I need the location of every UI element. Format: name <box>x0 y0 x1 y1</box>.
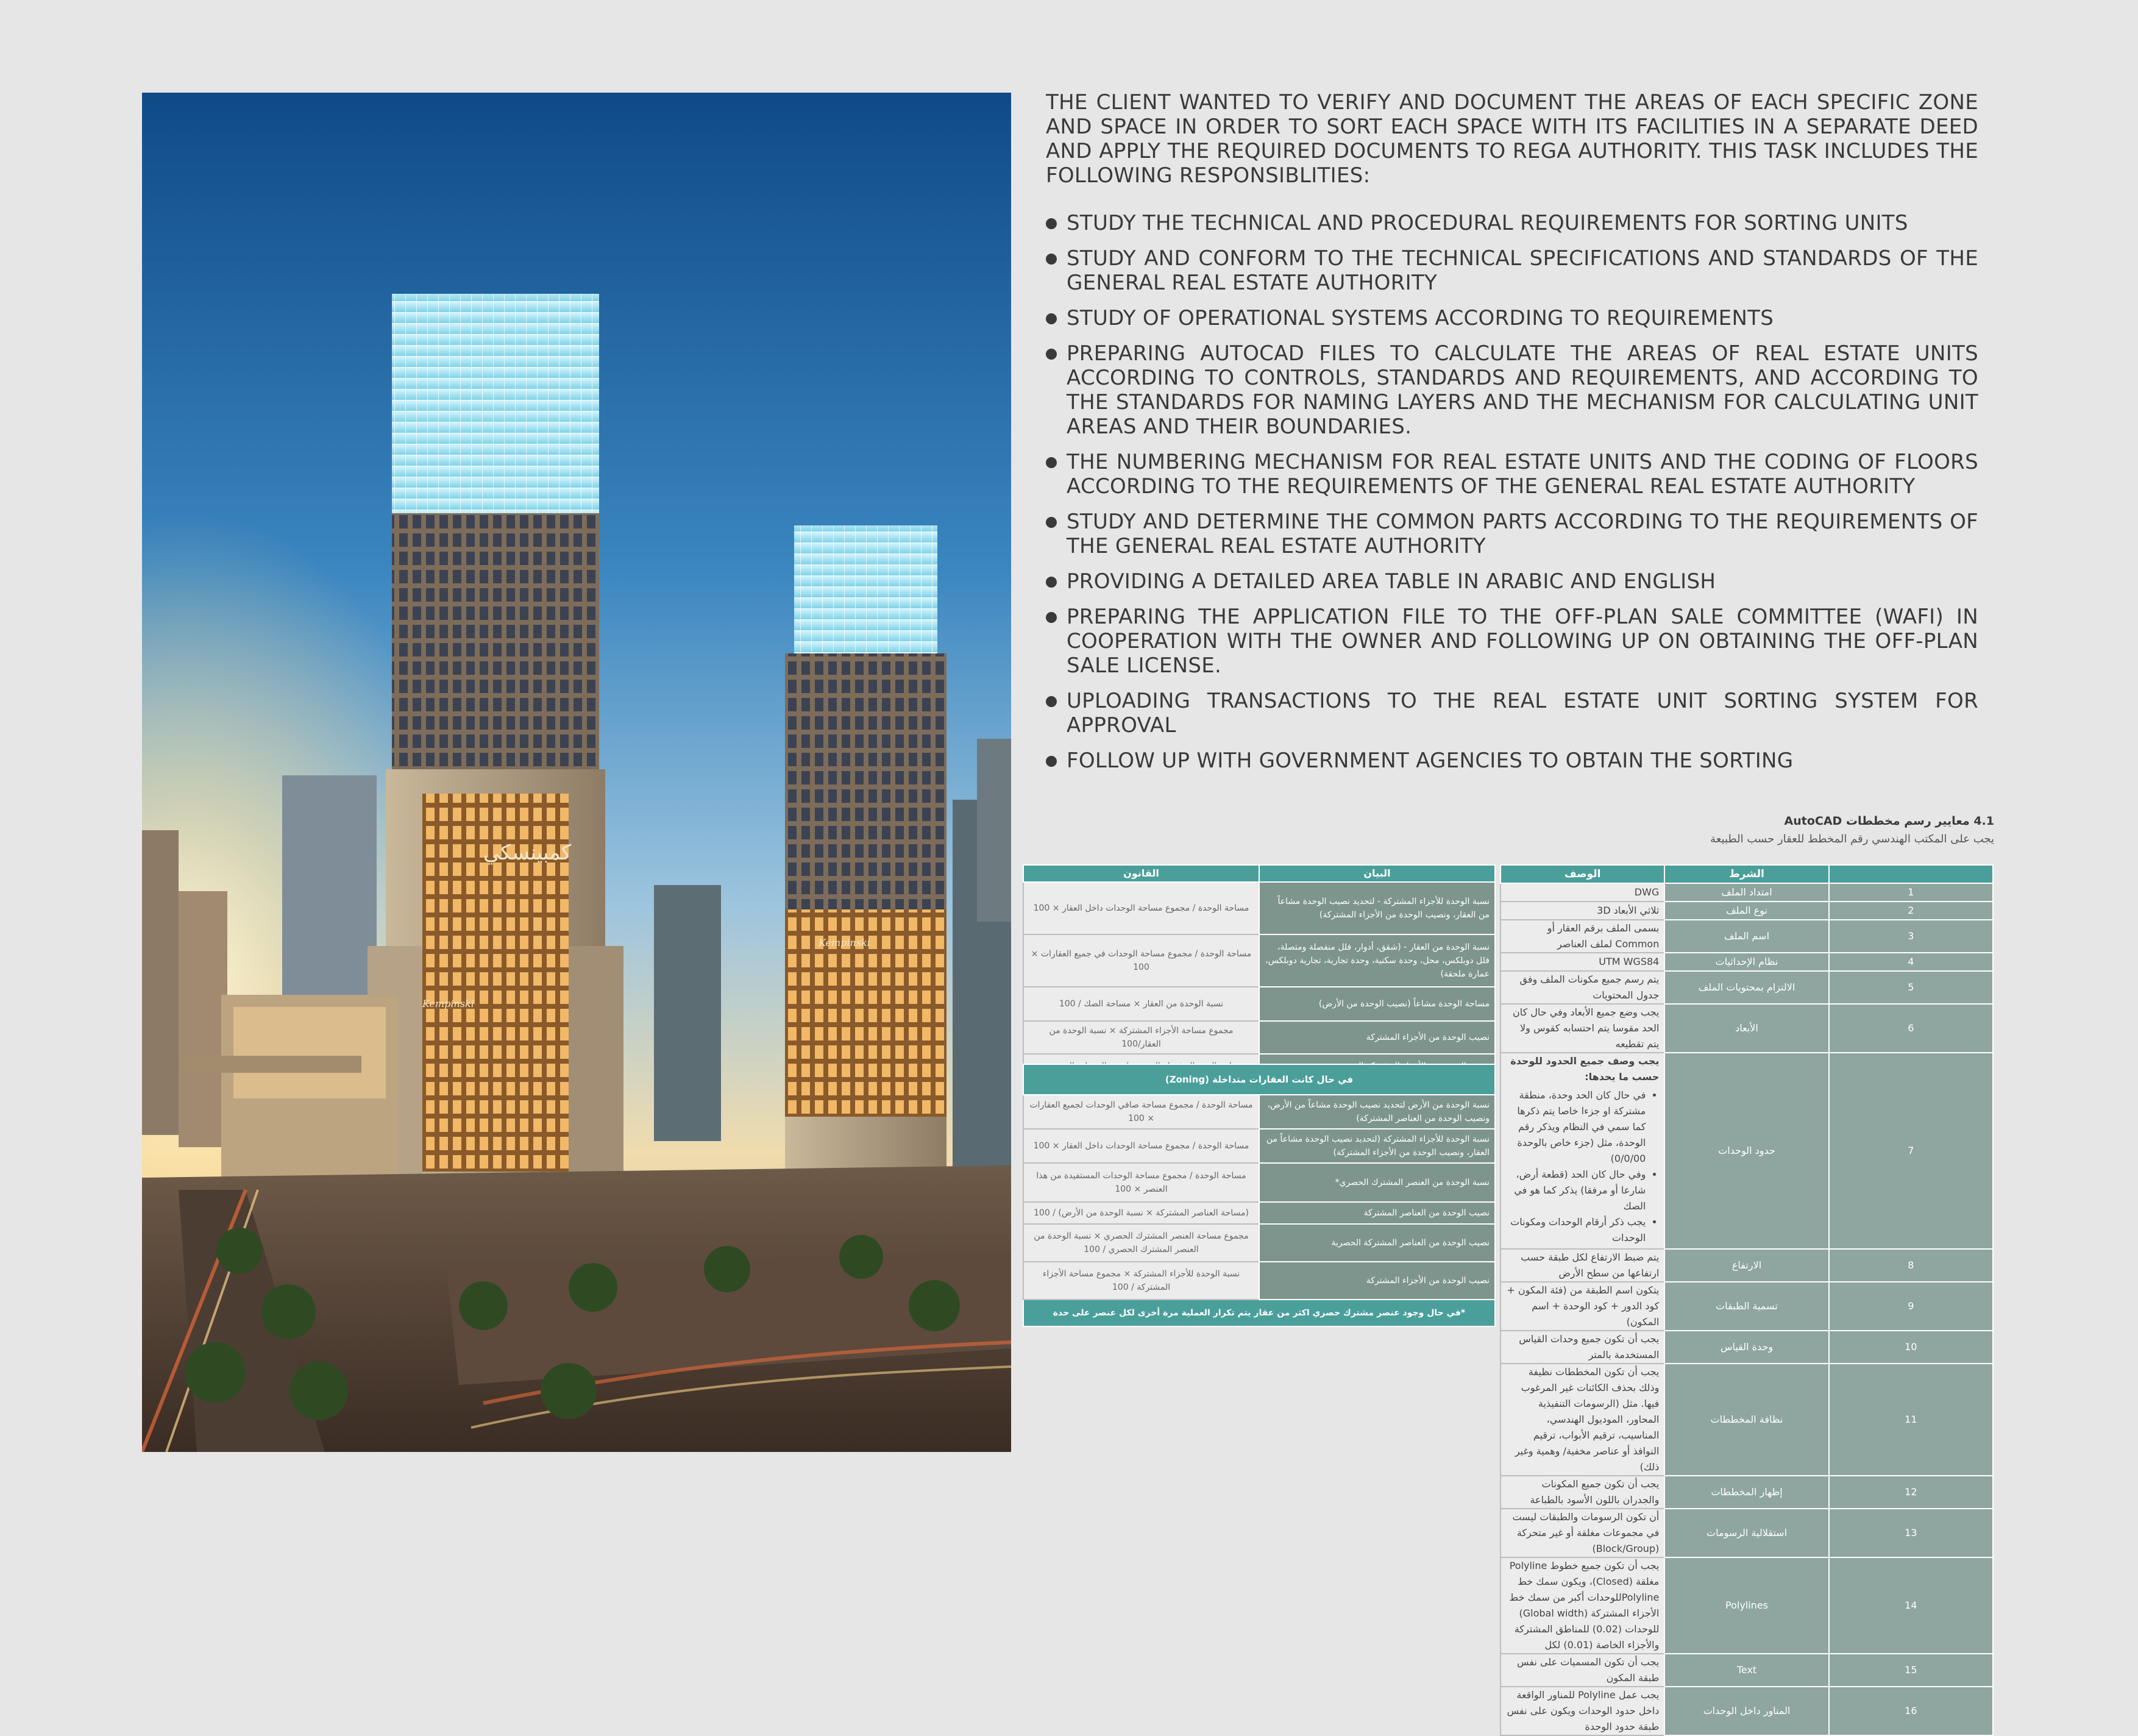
table-row: نصيب الوحدة من العناصر المشتركة الحصرية مجموع مساحة العنصر المشترك الحصري × نسبة الوحدة من العنصر المشترك الحصري / 100 <box>1023 1224 1495 1262</box>
table-row: 1 امتداد الملف DWG <box>1501 883 1993 902</box>
list-item: STUDY THE TECHNICAL AND PROCEDURAL REQUIREMENTS FOR SORTING UNITS <box>1046 211 1978 235</box>
table-header-row <box>1023 1064 1495 1095</box>
bullet-icon <box>1046 218 1057 229</box>
list-item: STUDY AND DETERMINE THE COMMON PARTS ACCORDING TO THE REQUIREMENTS OF THE GENERAL REAL ESTATE AUTHORITY <box>1046 510 1978 558</box>
list-item: PREPARING AUTOCAD FILES TO CALCULATE THE AREAS OF REAL ESTATE UNITS ACCORDING TO CONTROLS, STANDARDS AND REQUIREMENTS, AND ACCORDING TO THE STANDARDS FOR NAMING LAYERS AND THE MECHANISM FOR CALCULATING UNIT AREAS AND THEIR BOUNDARIES. <box>1046 341 1978 439</box>
bullet-icon <box>1046 696 1057 707</box>
table-header-row <box>1023 865 1495 882</box>
sign-latin-right: Kempinski <box>819 937 870 948</box>
table-row: 3 اسم الملف بسمى الملف برقم العقار أو Common لملف العناصر <box>1501 920 1993 953</box>
list-item: UPLOADING TRANSACTIONS TO THE REAL ESTATE UNIT SORTING SYSTEM FOR APPROVAL <box>1046 689 1978 738</box>
spec-section-heading <box>1024 814 1994 845</box>
tower-illustration <box>142 93 1011 1452</box>
list-item: PREPARING THE APPLICATION FILE TO THE OFF-PLAN SALE COMMITTEE (WAFI) IN COOPERATION WITH THE OWNER AND FOLLOWING UP ON OBTAINING THE OFF-PLAN SALE LICENSE. <box>1046 605 1978 678</box>
table-row: نسبة الوحدة للأجزاء المشتركة - لتحديد نصيب الوحدة مشاعاً من العقار، ونصيب الوحدة من الأجزاء المشتركة) مساحة الوحدة / مجموع مساحة الوحدات داخل العقار × 100 <box>1023 882 1495 934</box>
column-header-law: القانون <box>1023 865 1259 882</box>
bullet-icon <box>1046 254 1057 265</box>
column-header-number <box>1829 865 1993 883</box>
table-row: نصيب الوحدة من الأجزاء المشتركة نسبة الوحدة للأجزاء المشتركة × مجموع مساحة الأجزاء المشتركة / 100 <box>1023 1262 1495 1300</box>
table-row: 11 نظافة المخططات يجب أن تكون المخططات نظيفة وذلك بحذف الكائنات غير المرغوب فيها. مثل (الرسومات التنفيذية المحاور، الموديول الهندسي، المناسيب، ترقيم الأبواب، ترقيم النوافذ أو عناصر مخفية/ وهمية وغير ذلك) <box>1501 1364 1993 1476</box>
building-rendering <box>142 93 1011 1452</box>
column-header-statement: البيان <box>1259 865 1495 882</box>
table-row: نصيب الوحدة من الأجزاء المشتركة مجموع مساحة الأجزاء المشتركة × نسبة الوحدة من العقار/100 <box>1023 1021 1495 1054</box>
zoning-footnote: *في حال وجود عنصر مشترك حصري اكثر من عقار يتم تكرار العملية مرة أخرى لكل عنصر على حدة <box>1023 1300 1495 1326</box>
list-item: PROVIDING A DETAILED AREA TABLE IN ARABIC AND ENGLISH <box>1046 569 1978 594</box>
bullet-icon <box>1046 612 1057 623</box>
bullet-icon <box>1046 517 1057 528</box>
project-description <box>1046 90 1978 784</box>
spec-section-title: 4.1 معايير رسم مخططات AutoCAD <box>1784 814 1994 828</box>
sign-arabic: كمبينسكي <box>483 841 572 865</box>
table-row: 4 نظام الإحداثيات UTM WGS84 <box>1501 953 1993 971</box>
sign-latin-main: Kempinski <box>422 998 474 1009</box>
list-item: • يجب ذكر أرقام الوحدات ومكونات الوحدات <box>1506 1214 1646 1246</box>
autocad-standards-table <box>1500 864 1994 1736</box>
table-header-row <box>1501 865 1993 883</box>
boundaries-heading: يجب وصف جميع الحدود للوحدة حسب ما يحدها: <box>1510 1055 1660 1083</box>
table-row: 15 Text يجب أن تكون المسميات على نفس طبقة المكون <box>1501 1654 1993 1687</box>
bullet-icon <box>1046 313 1057 324</box>
spec-section-subtitle: يجب على المكتب الهندسي رقم المخطط للعقار حسب الطبيعة <box>1710 833 1994 845</box>
table-row: نسبة الوحدة من العقار - (شقق، أدوار، فلل منفصلة ومتصلة، فلل دوبلكس، محل، وحدة سكنية، وحدة تجارية، تجارية دوبلكس، عمارة ملحقة) مساحة الوحدة / مجموع مساحة الوحدات في جميع العقارات × 100 <box>1023 934 1495 987</box>
table-row: 14 Polylines يجب أن تكون جميع خطوط Polyline مغلقة (Closed)، ويكون سمك خط Polylineللوحدات أكبر من سمك خط الأجزاء المشتركة (Global width) للوحدات (0.02) للمناطق المشتركة والأجزاء الخاصة (0.01) لكل <box>1501 1557 1993 1654</box>
column-header-condition: الشرط <box>1664 865 1828 883</box>
table-footnote-row <box>1023 1300 1495 1326</box>
table-row: 7 حدود الوحدات يجب وصف جميع الحدود للوحدة حسب ما يحدها: • في حال كان الحد وحدة، منطقة مشتركة او جزءا خاصا يتم ذكرها كما سمي في النظام ويذكر رقم الوحدة، مثل (جزء خاص بالوحدة 0/0/00) • وفي حال كان الحد (قطعة أرض، شارعا أو مرفقا) يذكر كما هو في الصك • يجب ذكر أرقام الوحدات ومكونات الوحدات <box>1501 1053 1993 1249</box>
table-row: 6 الأبعاد يجب وضع جميع الأبعاد وفي حال كان الحد مقوسا يتم احتسابه كقوس ولا يتم تقطيعه <box>1501 1004 1993 1053</box>
table-row: 12 إظهار المخططات يجب أن تكون جميع المكونات والجدران باللون الأسود بالطباعة <box>1501 1476 1993 1509</box>
table-row: مساحة الوحدة مشاعاً (نصيب الوحدة من الأرض) نسبة الوحدة من العقار × مساحة الصك / 100 <box>1023 987 1495 1021</box>
list-item: THE NUMBERING MECHANISM FOR REAL ESTATE UNITS AND THE CODING OF FLOORS ACCORDING TO THE REQUIREMENTS OF THE GENERAL REAL ESTATE AUTHORITY <box>1046 450 1978 499</box>
list-item: • في حال كان الحد وحدة، منطقة مشتركة او جزءا خاصا يتم ذكرها كما سمي في النظام ويذكر رقم الوحدة، مثل (جزء خاص بالوحدة 0/0/00) <box>1506 1087 1646 1167</box>
table-row: 9 تسمية الطبقات يتكون اسم الطبقة من (فئة المكون + كود الدور + كود الوحدة + اسم المكون) <box>1501 1282 1993 1331</box>
table-row: نسبة الوحدة للأجزاء المشتركة (لتحديد نصيب الوحدة مشاعاً من العقار، ونصيب الوحدة من الأجزاء المشتركة) مساحة الوحدة / مجموع مساحة الوحدات داخل العقار × 100 <box>1023 1129 1495 1163</box>
boundaries-list <box>1506 1087 1659 1246</box>
table-row: نسبة الوحدة من الأرض لتحديد نصيب الوحدة مشاعاً من الأرض، ونصيب الوحدة من العناصر المشتركة) مساحة الوحدة / مجموع مساحة صافي الوحدات لجميع العقارات × 100 <box>1023 1095 1495 1129</box>
table-row: 2 نوع الملف ثلاثي الأبعاد 3D <box>1501 902 1993 920</box>
list-item: FOLLOW UP WITH GOVERNMENT AGENCIES TO OBTAIN THE SORTING <box>1046 749 1978 773</box>
list-item: STUDY AND CONFORM TO THE TECHNICAL SPECIFICATIONS AND STANDARDS OF THE GENERAL REAL ESTATE AUTHORITY <box>1046 246 1978 295</box>
bullet-icon <box>1046 349 1057 360</box>
responsibilities-list <box>1046 211 1978 773</box>
zoning-header: في حال كانت العقارات متداخلة (Zoning) <box>1023 1064 1495 1095</box>
bullet-icon <box>1046 756 1057 767</box>
list-item: STUDY OF OPERATIONAL SYSTEMS ACCORDING TO REQUIREMENTS <box>1046 306 1978 330</box>
column-header-description: الوصف <box>1501 865 1664 883</box>
list-item: • وفي حال كان الحد (قطعة أرض، شارعا أو مرفقا) يذكر كما هو في الصك <box>1506 1167 1646 1214</box>
table-row: 8 الارتفاع يتم ضبط الارتفاع لكل طبقة حسب ارتفاعها من سطح الأرض <box>1501 1249 1993 1282</box>
zoning-calculation-table <box>1023 1064 1496 1327</box>
area-calculation-table <box>1023 864 1496 1079</box>
table-row: 10 وحدة القياس يجب أن تكون جميع وحدات القياس المستخدمة بالمتر <box>1501 1331 1993 1364</box>
intro-paragraph: THE CLIENT WANTED TO VERIFY AND DOCUMENT THE AREAS OF EACH SPECIFIC ZONE AND SPACE IN ORDER TO SORT EACH SPACE WITH ITS FACILITIES IN A SEPARATE DEED AND APPLY THE REQUIRED DOCUMENTS TO REGA AUTHORITY. THIS TASK INCLUDES THE FOLLOWING RESPONSIBLITIES: <box>1046 90 1978 188</box>
table-row: 13 استقلالية الرسومات أن تكون الرسومات والطبقات ليست في مجموعات مغلقة أو غير متحركة (Block/Group) <box>1501 1509 1993 1557</box>
bullet-icon <box>1046 577 1057 588</box>
table-row: نصيب الوحدة من العناصر المشتركة (مساحة العناصر المشتركة × نسبة الوحدة من الأرض) / 100 <box>1023 1202 1495 1224</box>
table-row: 16 المناور داخل الوحدات يجب عمل Polyline للمناور الواقعة داخل حدود الوحدات ويكون على نفس طبقة حدود الوحدة <box>1501 1687 1993 1735</box>
table-row: 5 الالتزام بمحتويات الملف يتم رسم جميع مكونات الملف وفق جدول المحتويات <box>1501 971 1993 1004</box>
table-row: نسبة الوحدة من العنصر المشترك الحصري* مساحة الوحدة / مجموع مساحة الوحدات المستفيدة من هذا العنصر × 100 <box>1023 1163 1495 1202</box>
bullet-icon <box>1046 457 1057 468</box>
